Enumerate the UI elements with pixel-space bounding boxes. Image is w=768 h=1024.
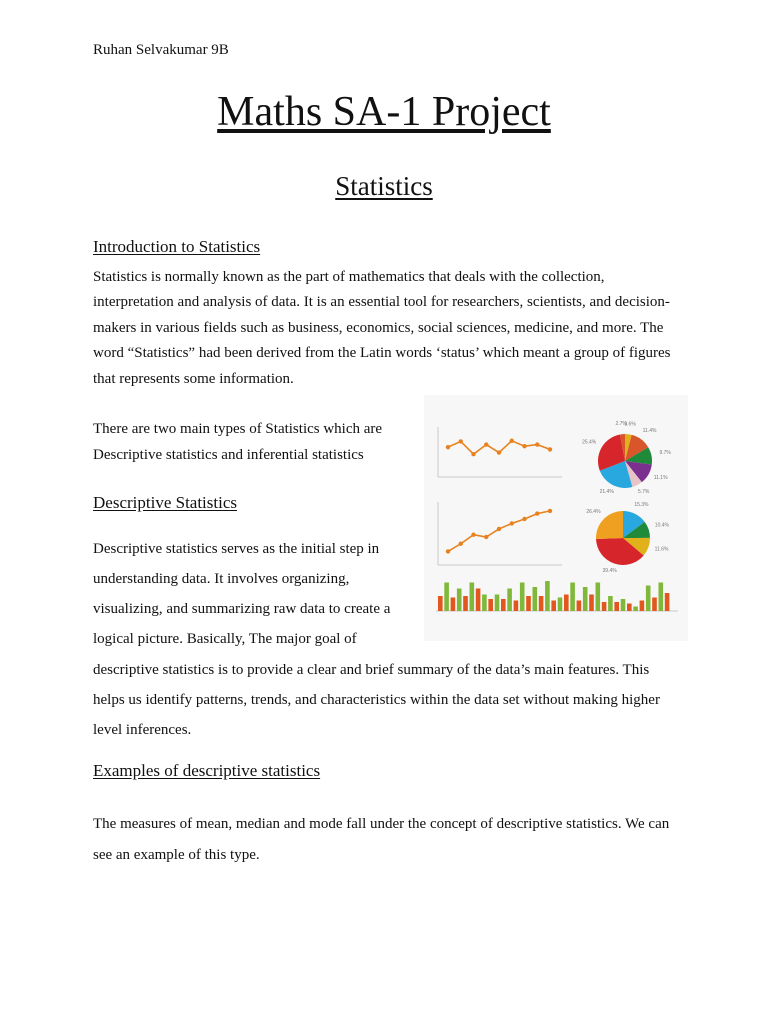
pie-chart-1-label-2: 9.7% <box>659 449 671 456</box>
document-subtitle: Statistics <box>335 171 433 201</box>
bar-19 <box>558 598 563 612</box>
pie-chart-1-label-6: 25.4% <box>582 439 597 446</box>
line-chart-1-point-6 <box>522 444 526 448</box>
bar-29 <box>621 599 626 611</box>
line-chart-2-point-6 <box>522 517 526 521</box>
bar-21 <box>570 583 575 612</box>
intro-paragraph: Statistics is normally known as the part of mathematics that deals with the collection, interpretation and analysis of data. It is an essential tool for researchers, scientists, and decision-makers in various fields such as business, economics, social sciences, medicine, and more. The word “Statistics” had been derived from the Latin words ‘status’ which meant a group of figures that represents some information. <box>93 269 671 387</box>
bar-20 <box>564 595 569 612</box>
pie-chart-1-label-4: 5.7% <box>637 489 650 496</box>
line-chart-2-point-4 <box>497 527 501 531</box>
descriptive-paragraph-part1: Descriptive statistics serves as the initial step in understanding data. It involves organizing, visualizing, and summarizing raw data to create a logical picture. Basically, The major goal of <box>93 541 391 647</box>
pie-chart-1-label-1: 11.4% <box>642 428 657 435</box>
types-paragraph: There are two main types of Statistics which are Descriptive statistics and inferential statistics <box>93 421 383 463</box>
line-chart-1-point-1 <box>459 439 463 443</box>
bar-8 <box>488 599 493 611</box>
bar-1 <box>444 583 449 612</box>
line-chart-1-point-2 <box>471 452 475 456</box>
pie-chart-1-label-3: 11.1% <box>653 474 668 481</box>
pie-chart-2-label-1: 10.4% <box>654 522 669 529</box>
bar-23 <box>583 587 588 611</box>
intro-heading: Introduction to Statistics <box>93 237 261 256</box>
bar-18 <box>551 601 556 612</box>
examples-paragraph: The measures of mean, median and mode fall under the concept of descriptive statistics. We can see an example of this type. <box>93 816 670 863</box>
pie-chart-2-label-2: 11.6% <box>654 546 669 553</box>
bar-22 <box>577 601 582 612</box>
bar-30 <box>627 604 632 612</box>
bar-15 <box>533 587 538 611</box>
document-title: Maths SA-1 Project <box>217 89 551 135</box>
line-chart-1-point-4 <box>497 450 501 454</box>
pie-chart-1-label-0: 3.6% <box>624 421 636 428</box>
bar-11 <box>507 589 512 612</box>
bar-34 <box>652 598 657 612</box>
bar-6 <box>476 589 481 612</box>
bar-24 <box>589 595 594 612</box>
line-chart-1-point-7 <box>535 442 539 446</box>
pie-chart-2-label-0: 15.3% <box>634 501 649 508</box>
bar-36 <box>665 593 670 611</box>
pie-chart-1-label-5: 21.4% <box>599 489 614 496</box>
bar-13 <box>520 583 525 612</box>
descriptive-paragraph-part2: descriptive statistics is to provide a clear and brief summary of the data’s main features. This helps us identify patterns, trends, and characteristics within the data set without making higher level inferences. <box>93 662 660 738</box>
line-chart-2-point-5 <box>510 521 514 525</box>
line-chart-2-point-7 <box>535 511 539 515</box>
bar-10 <box>501 599 506 611</box>
bar-35 <box>659 583 664 612</box>
bar-31 <box>633 607 638 612</box>
line-chart-1-point-5 <box>510 439 514 443</box>
descriptive-heading: Descriptive Statistics <box>93 493 238 512</box>
bar-26 <box>602 602 607 611</box>
bar-16 <box>539 596 544 611</box>
author-line: Ruhan Selvakumar 9B <box>93 42 229 58</box>
line-chart-1-point-0 <box>446 445 450 449</box>
bar-5 <box>470 583 475 612</box>
bar-25 <box>596 583 601 612</box>
bar-28 <box>614 602 619 611</box>
bar-4 <box>463 596 468 611</box>
bar-14 <box>526 596 531 611</box>
line-chart-1-point-8 <box>548 447 552 451</box>
bar-9 <box>495 595 500 612</box>
bar-12 <box>514 601 519 612</box>
bar-7 <box>482 595 487 612</box>
line-chart-2-point-3 <box>484 535 488 539</box>
bar-33 <box>646 586 651 612</box>
bar-32 <box>640 601 645 612</box>
bar-17 <box>545 581 550 611</box>
bar-0 <box>438 596 443 611</box>
pie-chart-2-label-4: 26.4% <box>586 509 601 516</box>
line-chart-2-point-2 <box>471 533 475 537</box>
line-chart-2-point-0 <box>446 549 450 553</box>
line-chart-2-point-1 <box>459 542 463 546</box>
bar-2 <box>451 598 456 612</box>
pie-chart-1-label-7: 2.7% <box>615 421 627 428</box>
line-chart-1-point-3 <box>484 442 488 446</box>
examples-heading: Examples of descriptive statistics <box>93 761 321 780</box>
bar-3 <box>457 589 462 612</box>
pie-chart-2-label-3: 39.4% <box>602 568 617 575</box>
line-chart-2-point-8 <box>548 509 552 513</box>
statistics-illustration <box>424 395 688 641</box>
bar-27 <box>608 596 613 611</box>
